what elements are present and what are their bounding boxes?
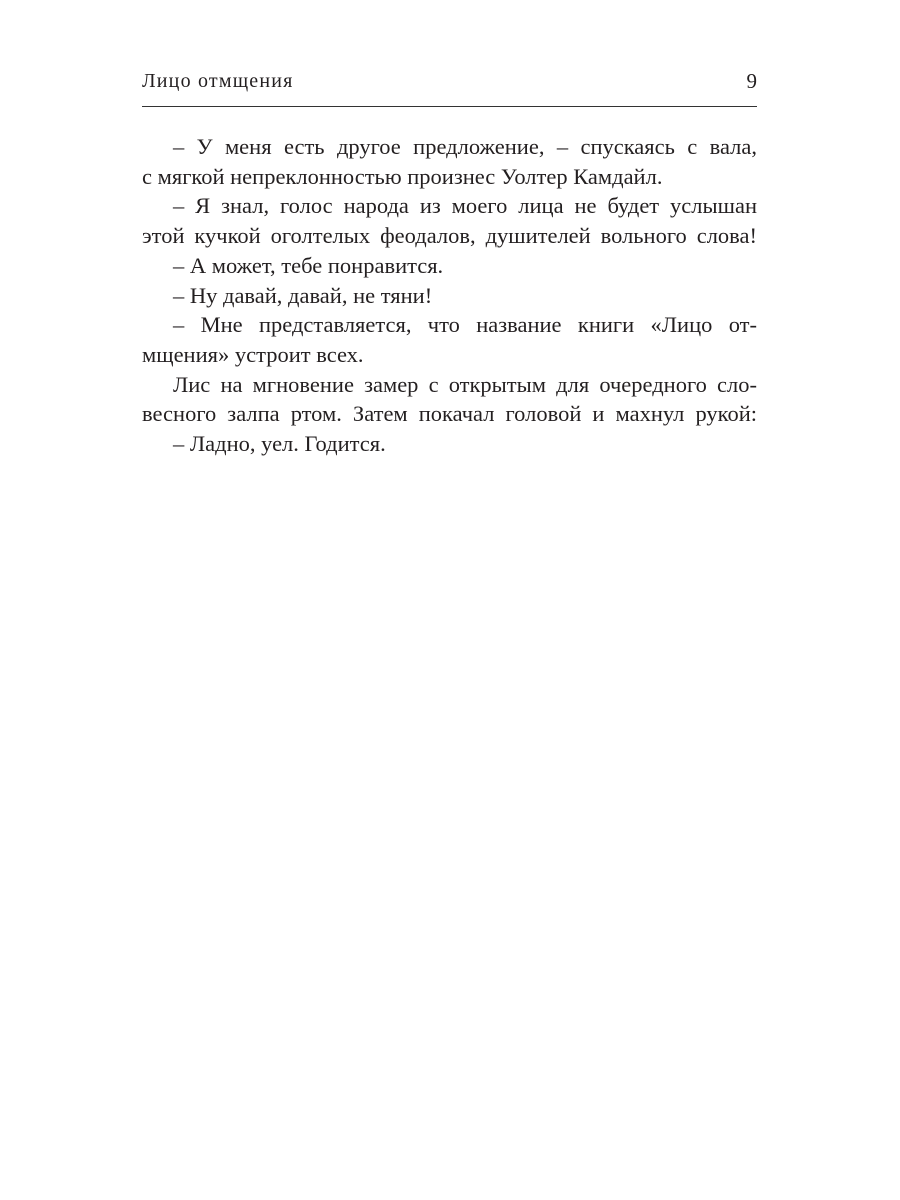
text-line: – Ладно, уел. Годится. [173,431,386,457]
text-line: – Ну давай, давай, не тяни! [173,282,433,308]
page-number: 9 [746,69,757,93]
text-line: – Я знал, голос народа из моего лица не будет услышан [173,193,757,219]
text-line: этой кучкой оголтелых феодалов, душителей вольного слова! [142,223,757,249]
text-line: с мягкой непреклонностью произнес Уолтер Камдайл. [142,163,663,189]
text-line: – А может, тебе понравится. [173,252,444,278]
text-line: Лис на мгновение замер с открытым для очередного сло- [173,371,757,397]
text-line: – Мне представляется, что название книги «Лицо от- [173,312,757,338]
text-line: весного залпа ртом. Затем покачал головой и махнул рукой: [142,401,757,427]
text-line: – У меня есть другое предложение, – спускаясь с вала, [173,134,757,159]
running-title: Лицо отмщения [142,70,294,92]
text-line: мщения» устроит всех. [142,341,364,367]
running-header [142,66,757,107]
body-text [142,132,757,459]
